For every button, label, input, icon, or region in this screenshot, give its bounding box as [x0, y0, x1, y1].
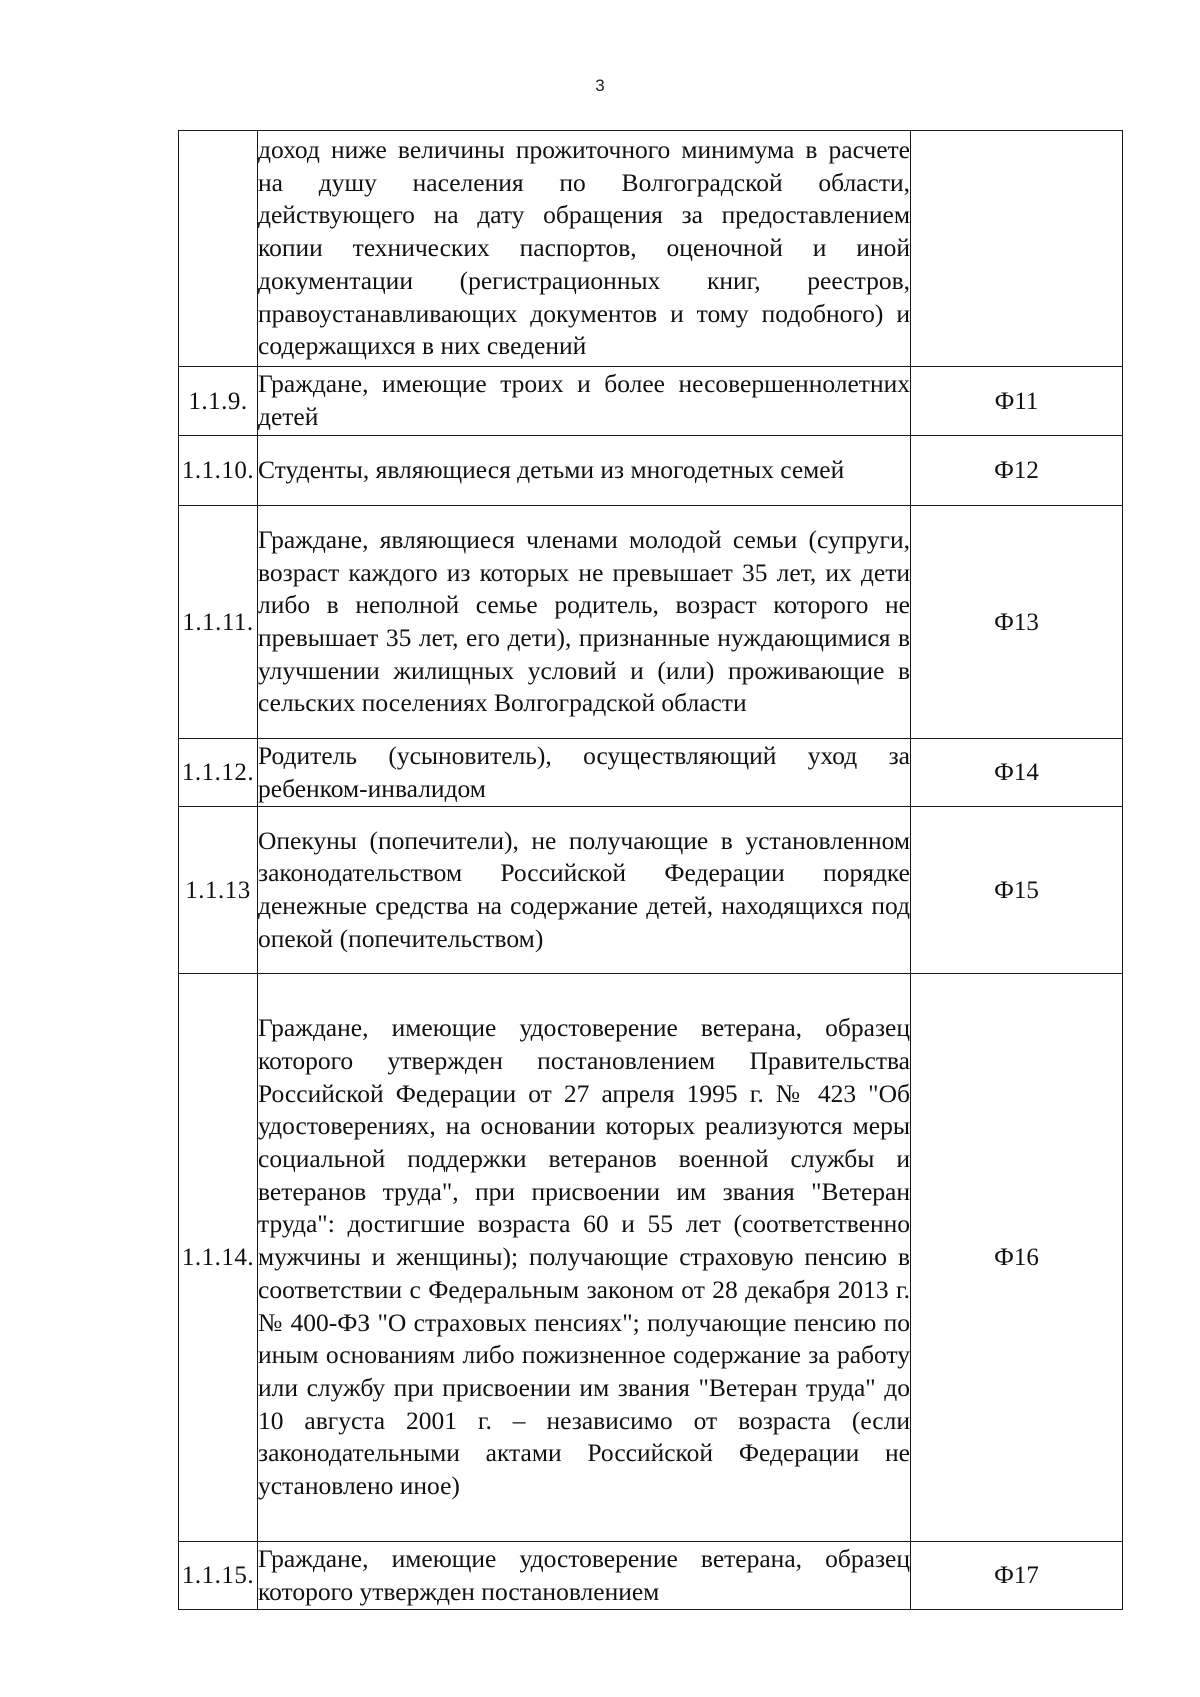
row-code: Ф16: [911, 974, 1123, 1542]
row-code: Ф13: [911, 506, 1123, 739]
row-number: 1.1.10.: [179, 436, 258, 506]
table-row: [179, 974, 1123, 1542]
row-number: 1.1.14.: [179, 974, 258, 1542]
row-number: 1.1.11.: [179, 506, 258, 739]
row-code: [911, 131, 1123, 367]
row-description: Опекуны (попечители), не получающие в установленном законодательством Российской Федерации порядке денежные средства на содержание детей, находящихся под опекой (попечительством): [258, 807, 911, 974]
table-row: [179, 436, 1123, 506]
table-row: [179, 807, 1123, 974]
row-code: Ф15: [911, 807, 1123, 974]
row-description: доход ниже величины прожиточного минимума в расчете на душу населения по Волгоградской области, действующего на дату обращения за предоставлением копии технических паспортов, оценочной и иной документации (регистрационных книг, реестров, правоустанавливающих документов и тому подобного) и содержащихся в них сведений: [258, 131, 911, 367]
table-row: [179, 739, 1123, 807]
row-code: Ф12: [911, 436, 1123, 506]
row-number: 1.1.13: [179, 807, 258, 974]
row-number: 1.1.12.: [179, 739, 258, 807]
row-description: Граждане, имеющие удостоверение ветерана, образец которого утвержден постановлением Правительства Российской Федерации от 27 апреля 1995 г. № 423 "Об удостоверениях, на основании которых реализуются меры социальной поддержки ветеранов военной службы и ветеранов труда", при присвоении им звания "Ветеран труда": достигшие возраста 60 и 55 лет (соответственно мужчины и женщины); получающие страховую пенсию в соответствии с Федеральным законом от 28 декабря 2013 г. № 400-ФЗ "О страховых пенсиях"; получающие пенсию по иным основаниям либо пожизненное содержание за работу или службу при присвоении им звания "Ветеран труда" до 10 августа 2001 г. – независимо от возраста (если законодательными актами Российской Федерации не установлено иное): [258, 974, 911, 1542]
table-row: [179, 367, 1123, 436]
row-description: Родитель (усыновитель), осуществляющий уход за ребенком-инвалидом: [258, 739, 911, 807]
row-code: Ф14: [911, 739, 1123, 807]
table-row: [179, 131, 1123, 367]
row-number: 1.1.15.: [179, 1542, 258, 1610]
table-row: [179, 506, 1123, 739]
table-row: [179, 1542, 1123, 1610]
row-description: Граждане, имеющие троих и более несовершеннолетних детей: [258, 367, 911, 436]
page-number: 3: [595, 76, 605, 95]
row-description: Студенты, являющиеся детьми из многодетных семей: [258, 436, 911, 506]
benefits-table: [178, 130, 1123, 1610]
row-number: [179, 131, 258, 367]
row-code: Ф17: [911, 1542, 1123, 1610]
row-code: Ф11: [911, 367, 1123, 436]
row-number: 1.1.9.: [179, 367, 258, 436]
row-description: Граждане, являющиеся членами молодой семьи (супруги, возраст каждого из которых не превышает 35 лет, их дети либо в неполной семье родитель, возраст которого не превышает 35 лет, его дети), признанные нуждающимися в улучшении жилищных условий и (или) проживающие в сельских поселениях Волгоградской области: [258, 506, 911, 739]
row-description: Граждане, имеющие удостоверение ветерана, образец которого утвержден постановлением: [258, 1542, 911, 1610]
